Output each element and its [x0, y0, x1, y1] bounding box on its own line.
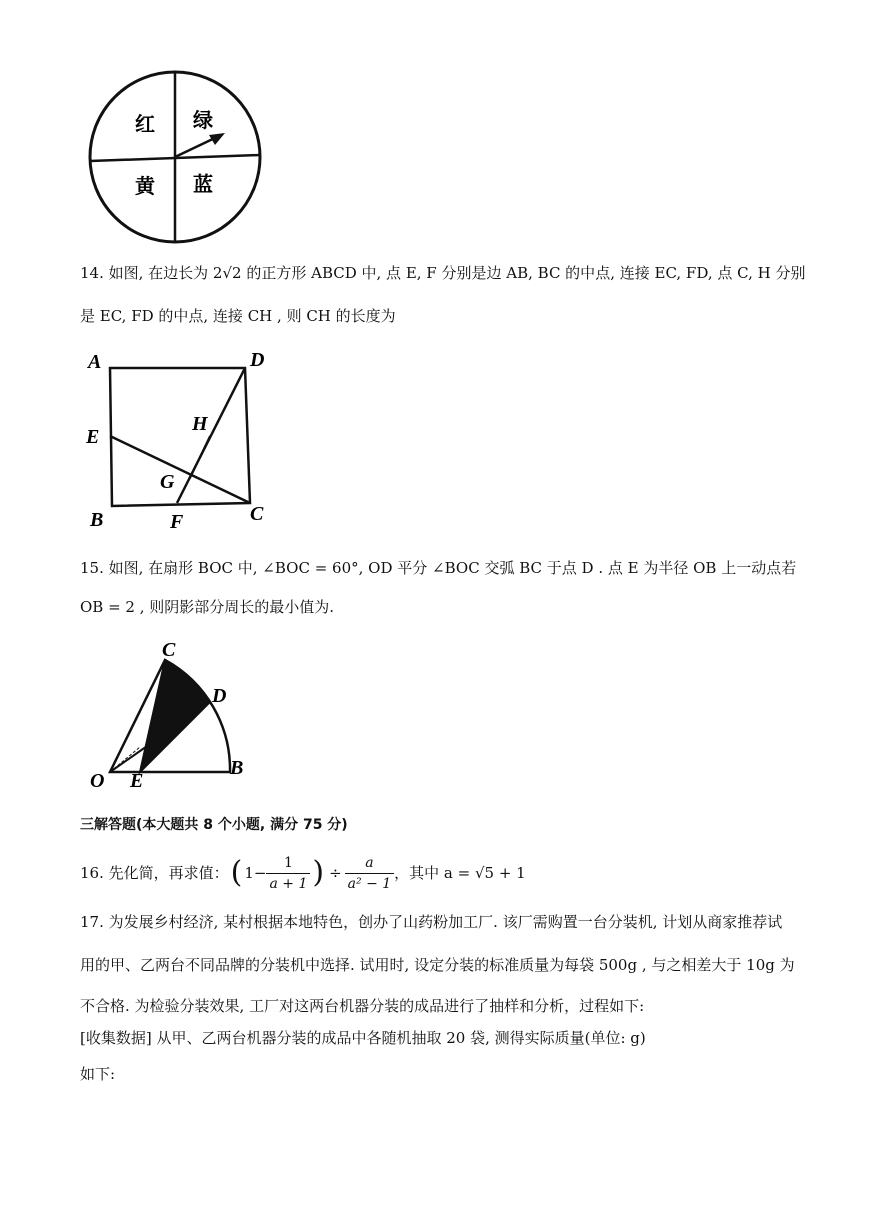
shaded-region [140, 660, 210, 772]
label-o: O [90, 770, 105, 792]
q16-frac1-num: 1 [266, 853, 310, 874]
q16-suffix: ，其中 a = √5 + 1 [394, 864, 526, 882]
spinner-label-green: 绿 [193, 110, 213, 132]
q14-square-figure [80, 348, 300, 538]
q16-frac2-den: a² − 1 [347, 875, 392, 892]
label-f: F [170, 511, 184, 533]
label-d: D [212, 685, 227, 707]
square-abcd [110, 368, 250, 506]
spinner-figure [85, 65, 265, 245]
label-d: D [250, 349, 265, 371]
q15-line-2: OB = 2 , 则阴影部分周长的最小值为. [80, 598, 335, 616]
q16-open-paren: ( [230, 855, 243, 890]
dashed-segment [110, 747, 140, 772]
label-c: C [162, 639, 176, 661]
q14-line-1: 14. 如图, 在边长为 2√2 的正方形 ABCD 中, 点 E, F 分别是边 AB, BC 的中点, 连接 EC, FD, 点 C, H 分别 [80, 264, 806, 282]
spinner-label-blue: 蓝 [193, 174, 213, 196]
spinner-label-red: 红 [135, 114, 155, 136]
label-c: C [250, 503, 264, 525]
q17-line-2: 用的甲、乙两台不同品牌的分装机中选择. 试用时, 设定分装的标准质量为每袋 500g , 与之相差大于 10g 为 [80, 956, 795, 974]
spinner-arrow-shaft [175, 137, 217, 157]
segment-ch [190, 436, 210, 478]
q15-sector-figure [80, 632, 280, 802]
q17-line-5: 如下: [80, 1065, 116, 1083]
label-h: H [192, 413, 208, 435]
label-e: E [130, 770, 144, 792]
segment-ec [110, 436, 250, 503]
q14-line-2: 是 EC, FD 的中点, 连接 CH , 则 CH 的长度为 [80, 307, 396, 325]
label-g: G [160, 471, 175, 493]
q15-line-1: 15. 如图, 在扇形 BOC 中, ∠BOC = 60°, OD 平分 ∠BOC 交弧 BC 于点 D . 点 E 为半径 OB 上一动点若 [80, 559, 797, 577]
q16-fraction-1 [266, 853, 310, 894]
q16-prefix: 16. 先化简，再求值： [80, 864, 229, 882]
q16-one: 1− [244, 864, 267, 882]
q16-close-paren: ) [312, 855, 325, 890]
label-a: A [88, 351, 102, 373]
spinner-label-yellow: 黄 [135, 176, 155, 198]
q16-divide: ÷ [329, 864, 342, 882]
q17-line-1: 17. 为发展乡村经济, 某村根据本地特色，创办了山药粉加工厂. 该厂需购置一台分装机, 计划从商家推荐试 [80, 913, 783, 931]
q16-frac2-num: a [345, 853, 395, 874]
q17-line-3: 不合格. 为检验分装效果, 工厂对这两台机器分装的成品进行了抽样和分析，过程如下: [80, 997, 645, 1015]
q16-frac1-den: a + 1 [269, 875, 308, 892]
label-b: B [90, 509, 104, 531]
segment-fd [177, 368, 245, 503]
q16-fraction-2 [345, 853, 395, 894]
q16-line [80, 853, 526, 893]
section-3-heading: 三解答题(本大题共 8 个小题, 满分 75 分) [80, 817, 348, 833]
q17-line-4: [收集数据] 从甲、乙两台机器分装的成品中各随机抽取 20 袋, 测得实际质量(单位: g) [80, 1029, 646, 1047]
label-b: B [230, 757, 244, 779]
label-e: E [86, 426, 100, 448]
